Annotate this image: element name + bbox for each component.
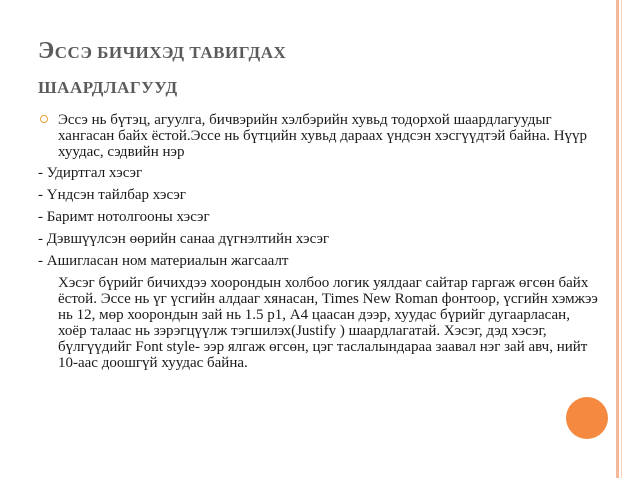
decorative-circle xyxy=(566,397,608,439)
list-item: - Дэвшүүлсэн өөрийн санаа дүгнэлтийн хэсэг xyxy=(38,231,330,247)
list-item: - Удиртгал хэсэг xyxy=(38,165,143,181)
title-line-2: ШААРДЛАГУУД xyxy=(38,78,178,97)
bullet-ring-icon xyxy=(40,115,48,123)
decorative-rule xyxy=(616,0,619,478)
list-item: - Баримт нотолгооны хэсэг xyxy=(38,209,210,225)
list-item: - Үндсэн тайлбар хэсэг xyxy=(38,187,186,203)
bullet-item xyxy=(38,112,598,160)
title-initial: Э xyxy=(38,38,55,64)
bullet-text: Эссэ нь бүтэц, агуулга, бичвэрийн хэлбэрийн хувьд тодорхой шаардлагуудыг хангасан байх ёстой.Эссе нь бүтцийн хувьд дараах үндсэн хэсгүүдтэй байна. Нүүр хуудас, сэдвийн нэр xyxy=(58,112,588,160)
slide-body xyxy=(38,112,598,371)
list-item: - Ашигласан ном материалын жагсаалт xyxy=(38,253,289,269)
body-paragraph: Хэсэг бүрийг бичихдээ хоорондын холбоо логик уялдааг сайтар гаргаж өгсөн байх ёстой. Эссе нь үг үсгийн алдааг хянасан, Times New Roman фонтоор, үсгийн хэмжээ нь 12, мөр хоорондын зай нь 1.5 р1, А4 цаасан дээр, хуудас бүрийг дугаарласан, хоёр талаас нь зэрэгцүүлж тэгшилэх(Justify ) шаардлагатай. Хэсэг, дэд хэсэг, бүлгүүдийг Font style- ээр ялгаж өгсөн, цэг таслалындараа заавал нэг зай авч, нийт 10-аас доошгүй хуудас байна. xyxy=(58,275,598,371)
title-line-1-text: ССЭ БИЧИХЭД ТАВИГДАХ xyxy=(54,43,287,62)
title-line-1 xyxy=(38,34,578,70)
slide-title xyxy=(38,34,578,105)
decorative-rule-thin xyxy=(621,0,622,478)
